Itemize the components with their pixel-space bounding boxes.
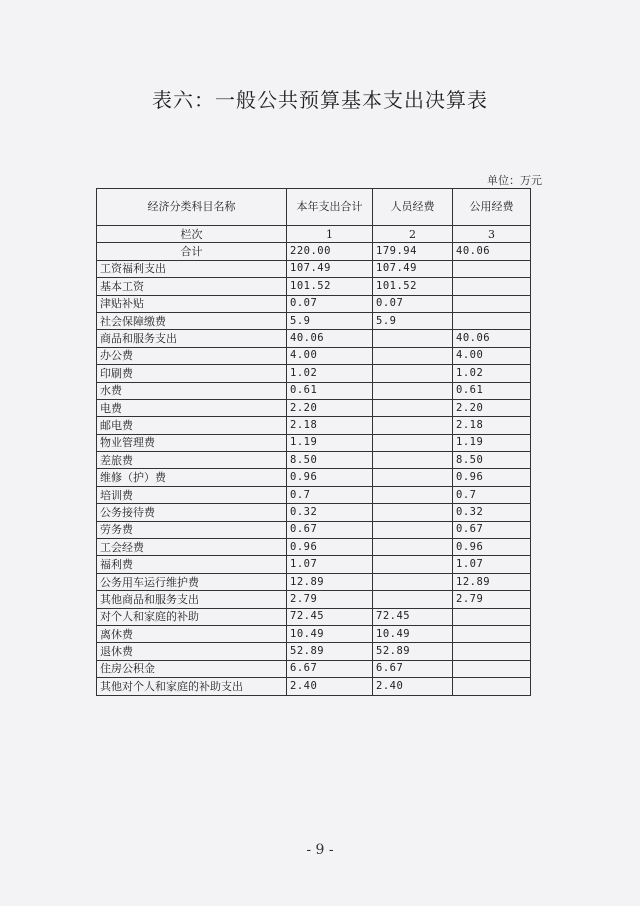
row-personnel: 107.49 — [373, 260, 453, 277]
row-public — [453, 260, 531, 277]
row-name: 印刷费 — [97, 365, 287, 382]
table-row — [97, 382, 531, 399]
row-total: 12.89 — [287, 573, 373, 590]
row-personnel — [373, 330, 453, 347]
row-public: 1.02 — [453, 365, 531, 382]
row-total: 8.50 — [287, 452, 373, 469]
row-total: 4.00 — [287, 347, 373, 364]
table-row — [97, 521, 531, 538]
table-row — [97, 486, 531, 503]
row-name: 退休费 — [97, 643, 287, 660]
row-personnel — [373, 365, 453, 382]
row-public — [453, 643, 531, 660]
row-name: 离休费 — [97, 625, 287, 642]
table-row — [97, 556, 531, 573]
row-name: 公务接待费 — [97, 504, 287, 521]
table-row — [97, 591, 531, 608]
row-total: 72.45 — [287, 608, 373, 625]
row-public: 0.61 — [453, 382, 531, 399]
row-personnel — [373, 434, 453, 451]
header-total: 本年支出合计 — [287, 189, 373, 226]
row-public: 0.96 — [453, 469, 531, 486]
row-total: 2.79 — [287, 591, 373, 608]
row-total: 0.61 — [287, 382, 373, 399]
row-public — [453, 678, 531, 695]
row-personnel: 101.52 — [373, 278, 453, 295]
row-personnel — [373, 452, 453, 469]
row-name: 其他对个人和家庭的补助支出 — [97, 678, 287, 695]
row-name: 其他商品和服务支出 — [97, 591, 287, 608]
row-name: 津贴补贴 — [97, 295, 287, 312]
row-total: 2.40 — [287, 678, 373, 695]
table-row — [97, 452, 531, 469]
total-label: 合计 — [97, 243, 287, 260]
table-row — [97, 504, 531, 521]
row-public: 8.50 — [453, 452, 531, 469]
table-row — [97, 608, 531, 625]
row-total: 1.07 — [287, 556, 373, 573]
row-personnel — [373, 573, 453, 590]
table-row — [97, 399, 531, 416]
column-number-label: 栏次 — [97, 226, 287, 243]
row-public — [453, 312, 531, 329]
table-row — [97, 469, 531, 486]
header-public: 公用经费 — [453, 189, 531, 226]
row-name: 福利费 — [97, 556, 287, 573]
table-row — [97, 260, 531, 277]
row-total: 2.18 — [287, 417, 373, 434]
budget-table — [96, 188, 531, 696]
row-name: 社会保障缴费 — [97, 312, 287, 329]
row-personnel — [373, 521, 453, 538]
column-number-1: 1 — [287, 226, 373, 243]
row-total: 0.96 — [287, 469, 373, 486]
row-personnel — [373, 486, 453, 503]
row-personnel: 5.9 — [373, 312, 453, 329]
table-row — [97, 678, 531, 695]
row-public: 0.96 — [453, 539, 531, 556]
row-public: 1.07 — [453, 556, 531, 573]
total-amount: 220.00 — [287, 243, 373, 260]
row-personnel — [373, 347, 453, 364]
row-public: 2.18 — [453, 417, 531, 434]
column-number-2: 2 — [373, 226, 453, 243]
page-number: - 9 - — [306, 842, 334, 858]
table-row — [97, 417, 531, 434]
table-header-row — [97, 189, 531, 226]
table-row — [97, 278, 531, 295]
row-personnel: 10.49 — [373, 625, 453, 642]
row-total: 6.67 — [287, 660, 373, 677]
row-public: 0.67 — [453, 521, 531, 538]
row-public: 40.06 — [453, 330, 531, 347]
column-number-row — [97, 226, 531, 243]
row-total: 0.67 — [287, 521, 373, 538]
table-row — [97, 643, 531, 660]
row-public: 0.32 — [453, 504, 531, 521]
row-name: 基本工资 — [97, 278, 287, 295]
header-category: 经济分类科目名称 — [97, 189, 287, 226]
row-name: 维修（护）费 — [97, 469, 287, 486]
row-public — [453, 625, 531, 642]
table-row — [97, 660, 531, 677]
row-total: 40.06 — [287, 330, 373, 347]
row-public: 2.79 — [453, 591, 531, 608]
table-row — [97, 573, 531, 590]
row-personnel — [373, 469, 453, 486]
row-personnel: 72.45 — [373, 608, 453, 625]
row-personnel: 52.89 — [373, 643, 453, 660]
row-total: 0.07 — [287, 295, 373, 312]
row-personnel: 6.67 — [373, 660, 453, 677]
row-public — [453, 295, 531, 312]
table-row — [97, 625, 531, 642]
row-name: 工会经费 — [97, 539, 287, 556]
row-total: 1.02 — [287, 365, 373, 382]
total-public: 40.06 — [453, 243, 531, 260]
row-total: 0.7 — [287, 486, 373, 503]
row-public — [453, 660, 531, 677]
table-row — [97, 295, 531, 312]
page-title: 表六：一般公共预算基本支出决算表 — [152, 88, 488, 112]
row-personnel: 0.07 — [373, 295, 453, 312]
row-total: 1.19 — [287, 434, 373, 451]
table-row — [97, 434, 531, 451]
row-name: 住房公积金 — [97, 660, 287, 677]
row-name: 办公费 — [97, 347, 287, 364]
row-name: 公务用车运行维护费 — [97, 573, 287, 590]
table-row — [97, 365, 531, 382]
total-row — [97, 243, 531, 260]
row-total: 107.49 — [287, 260, 373, 277]
row-personnel — [373, 504, 453, 521]
unit-label: 单位：万元 — [487, 174, 542, 187]
row-name: 水费 — [97, 382, 287, 399]
row-name: 物业管理费 — [97, 434, 287, 451]
row-name: 对个人和家庭的补助 — [97, 608, 287, 625]
row-personnel — [373, 399, 453, 416]
row-total: 5.9 — [287, 312, 373, 329]
row-name: 培训费 — [97, 486, 287, 503]
row-public: 0.7 — [453, 486, 531, 503]
row-total: 10.49 — [287, 625, 373, 642]
table-row — [97, 312, 531, 329]
row-total: 0.96 — [287, 539, 373, 556]
row-public: 1.19 — [453, 434, 531, 451]
row-total: 2.20 — [287, 399, 373, 416]
column-number-3: 3 — [453, 226, 531, 243]
row-name: 劳务费 — [97, 521, 287, 538]
row-personnel — [373, 556, 453, 573]
header-personnel: 人员经费 — [373, 189, 453, 226]
table-row — [97, 330, 531, 347]
table-row — [97, 539, 531, 556]
row-public: 2.20 — [453, 399, 531, 416]
row-public: 4.00 — [453, 347, 531, 364]
row-public — [453, 278, 531, 295]
row-name: 商品和服务支出 — [97, 330, 287, 347]
row-personnel — [373, 382, 453, 399]
row-public — [453, 608, 531, 625]
row-name: 邮电费 — [97, 417, 287, 434]
row-total: 0.32 — [287, 504, 373, 521]
row-name: 差旅费 — [97, 452, 287, 469]
row-total: 101.52 — [287, 278, 373, 295]
row-personnel — [373, 417, 453, 434]
row-total: 52.89 — [287, 643, 373, 660]
row-name: 电费 — [97, 399, 287, 416]
row-personnel — [373, 539, 453, 556]
table-row — [97, 347, 531, 364]
row-public: 12.89 — [453, 573, 531, 590]
row-personnel: 2.40 — [373, 678, 453, 695]
row-name: 工资福利支出 — [97, 260, 287, 277]
total-personnel: 179.94 — [373, 243, 453, 260]
row-personnel — [373, 591, 453, 608]
